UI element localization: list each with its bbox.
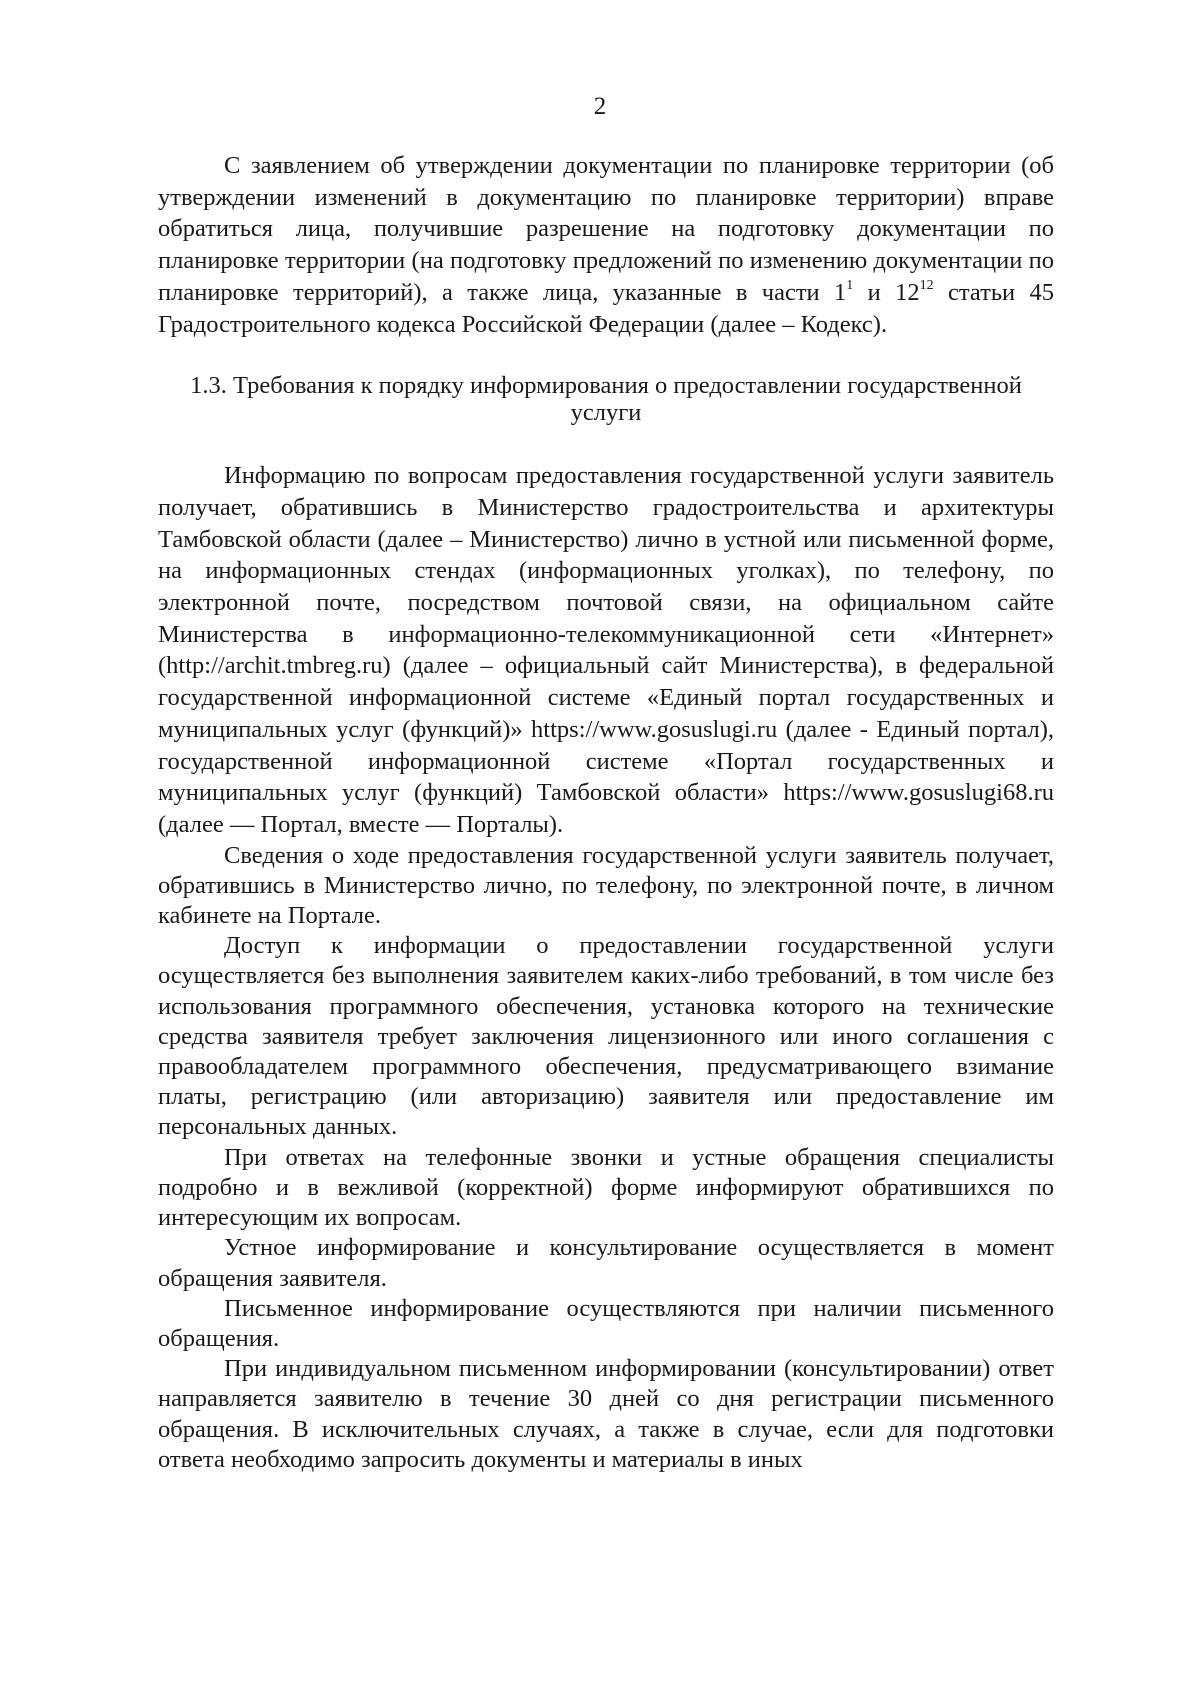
paragraph-written-info: Письменное информирование осуществляются при наличии письменного обращения.: [158, 1294, 1054, 1352]
superscript-part-1: 1: [846, 277, 854, 293]
paragraph-applicants-text-c: статьи 45 Градостроительного кодекса Российской Федерации (далее – Кодекс).: [158, 278, 1054, 338]
paragraph-applicants: [158, 150, 1054, 340]
paragraph-info-sources: Информацию по вопросам предоставления государственной услуги заявитель получает, обратившись в Министерство градостроительства и архитектуры Тамбовской области (далее – Министерство) лично в устной или письменной форме, на информационных стендах (информационных уголках), по телефону, по электронной почте, посредством почтовой связи, на официальном сайте Министерства в информационно-телекоммуникационной сети «Интернет» (http://archit.tmbreg.ru) (далее – официальный сайт Министерства), в федеральной государственной информационной системе «Единый портал государственных и муниципальных услуг (функций)» https://www.gosuslugi.ru (далее - Единый портал), государственной информационной системе «Портал государственных и муниципальных услуг (функций) Тамбовской области» https://www.gosuslugi68.ru (далее — Портал, вместе — Порталы).: [158, 462, 1054, 838]
paragraph-applicants-text-b: и 12: [853, 278, 920, 306]
document-body: [158, 150, 1054, 1475]
paragraph-progress-info: Сведения о ходе предоставления государственной услуги заявитель получает, обратившись в Министерство лично, по телефону, по электронной почте, в личном кабинете на Портале.: [158, 841, 1054, 930]
paragraph-oral-info: Устное информирование и консультирование осуществляется в момент обращения заявителя.: [158, 1234, 1054, 1292]
paragraph-individual-written: При индивидуальном письменном информировании (консультировании) ответ направляется заявителю в течение 30 дней со дня регистрации письменного обращения. В исключительных случаях, а также в случае, если для подготовки ответа необходимо запросить документы и материалы в иных: [158, 1355, 1054, 1473]
section-heading: 1.3. Требования к порядку информирования о предоставлении государственной услуги: [190, 372, 1022, 427]
paragraph-applicants-text-a: С заявлением об утверждении документации по планировке территории (об утверждении изменений в документацию по планировке территории) вправе обратиться лица, получившие разрешение на подготовку документации по планировке территории (на подготовку предложений по изменению документации по планировке территорий), а также лица, указанные в части 1: [158, 152, 1054, 306]
page-number: 2: [593, 93, 607, 120]
superscript-part-12: 12: [919, 277, 934, 293]
paragraph-access: Доступ к информации о предоставлении государственной услуги осуществляется без выполнения заявителем каких-либо требований, в том числе без использования программного обеспечения, установка которого на технические средства заявителя требует заключения лицензионного или иного соглашения с правообладателем программного обеспечения, предусматривающего взимание платы, регистрацию (или авторизацию) заявителя или предоставление им персональных данных.: [158, 932, 1054, 1141]
paragraph-phone-answers: При ответах на телефонные звонки и устные обращения специалисты подробно и в вежливой (корректной) форме информируют обратившихся по интересующим их вопросам.: [158, 1143, 1054, 1232]
